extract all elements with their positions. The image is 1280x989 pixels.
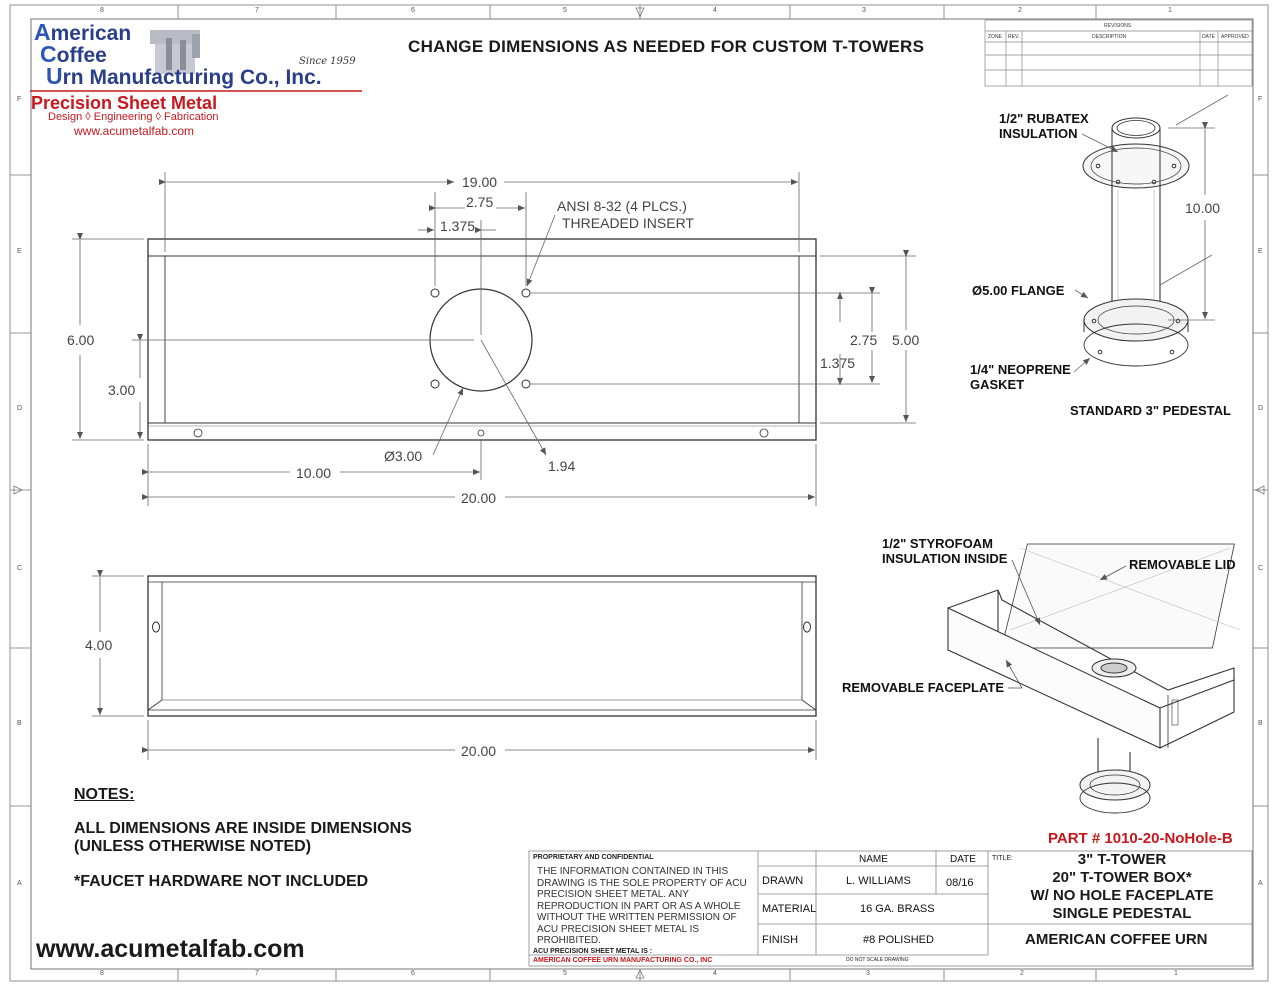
border-letter: A xyxy=(1258,880,1263,887)
border-number: 1 xyxy=(1168,7,1172,14)
dim-height-outer: 6.00 xyxy=(67,332,95,348)
top-view xyxy=(148,239,816,440)
border-number: 4 xyxy=(713,970,717,977)
border-number: 8 xyxy=(100,970,104,977)
dim-front-height: 4.00 xyxy=(85,637,113,653)
label-rubatex-1: 1/2" RUBATEX xyxy=(999,111,1089,126)
notes-line-3: *FAUCET HARDWARE NOT INCLUDED xyxy=(74,873,369,890)
tb-title-line-1: 3" T-TOWER xyxy=(1077,851,1167,868)
revisions-col-rev: REV. xyxy=(1008,34,1020,40)
tb-material-label: MATERIAL xyxy=(762,903,817,915)
caption-standard-pedestal: STANDARD 3" PEDESTAL xyxy=(1070,403,1231,418)
tb-name-header: NAME xyxy=(859,854,888,865)
part-number: PART # 1010-20-NoHole-B xyxy=(1048,830,1233,847)
label-removable-lid: REMOVABLE LID xyxy=(1129,557,1236,572)
tb-footer-1: ACU PRECISION SHEET METAL IS : xyxy=(533,948,653,955)
border-letter: D xyxy=(17,405,23,412)
tb-finish-value: #8 POLISHED xyxy=(863,934,934,946)
front-view-dimensions xyxy=(92,576,816,760)
border-letter: F xyxy=(1258,96,1263,103)
label-styrofoam-1: 1/2" STYROFOAM xyxy=(882,536,993,551)
box-iso-view xyxy=(948,544,1240,813)
logo-tagline: Design ◊ Engineering ◊ Fabrication xyxy=(48,111,219,123)
border-letter: C xyxy=(17,565,23,572)
notes-heading: NOTES: xyxy=(74,786,135,803)
dim-hole-half: 1.375 xyxy=(440,218,476,234)
border-number: 2 xyxy=(1018,7,1022,14)
logo-since: Since 1959 xyxy=(299,56,356,67)
label-flange: Ø5.00 FLANGE xyxy=(972,283,1065,298)
border-letter: F xyxy=(17,96,22,103)
border-number: 3 xyxy=(866,970,870,977)
border-letter: E xyxy=(17,248,22,255)
notes-line-2: (UNLESS OTHERWISE NOTED) xyxy=(74,838,312,855)
logo-url[interactable]: www.acumetalfab.com xyxy=(74,124,195,138)
border-number: 6 xyxy=(411,970,415,977)
tb-finish-label: FINISH xyxy=(762,934,799,946)
dim-pedestal-height: 10.00 xyxy=(1185,200,1221,216)
border-letter: B xyxy=(1258,720,1263,727)
tb-title-line-2: 20" T-TOWER BOX* xyxy=(1052,869,1192,886)
dim-height-half: 3.00 xyxy=(108,382,136,398)
dim-bolt-circle: 1.94 xyxy=(548,458,576,474)
dim-overall-width: 20.00 xyxy=(461,490,497,506)
revisions-title: REVISIONS xyxy=(1104,23,1132,29)
border-number: 2 xyxy=(1020,970,1024,977)
dim-center-diameter: Ø3.00 xyxy=(384,448,423,464)
tb-title-line-3: W/ NO HOLE FACEPLATE xyxy=(1030,887,1214,904)
border-number: 4 xyxy=(713,7,717,14)
tb-title-line-4: SINGLE PEDESTAL xyxy=(1052,905,1192,922)
tb-title-label: TITLE: xyxy=(992,855,1014,862)
logo-precision-sheet-metal: Precision Sheet Metal xyxy=(31,93,218,113)
front-view xyxy=(148,576,816,716)
label-styrofoam-2: INSULATION INSIDE xyxy=(882,551,1008,566)
revisions-table xyxy=(985,20,1252,86)
tb-date-header: DATE xyxy=(950,854,976,865)
border-letter: A xyxy=(17,880,22,887)
border-number: 6 xyxy=(411,7,415,14)
dim-vert-half: 1.375 xyxy=(820,355,856,371)
border-number: 7 xyxy=(255,970,259,977)
revisions-col-description: DESCRIPTION xyxy=(1092,34,1127,40)
revisions-col-zone: ZONE xyxy=(988,34,1002,40)
label-rubatex-2: INSULATION xyxy=(999,126,1078,141)
border-number: 5 xyxy=(563,970,567,977)
border-letter: B xyxy=(17,720,22,727)
dim-hole-spacing: 2.75 xyxy=(466,194,494,210)
border-letter: D xyxy=(1258,405,1264,412)
logo-line-2: Coffee xyxy=(40,41,107,67)
dim-half-width: 10.00 xyxy=(296,465,332,481)
tb-no-scale: DO NOT SCALE DRAWING xyxy=(846,957,909,963)
label-gasket-1: 1/4" NEOPRENE xyxy=(970,362,1071,377)
tb-material-value: 16 GA. BRASS xyxy=(860,903,935,915)
dim-height-inner: 5.00 xyxy=(892,332,920,348)
pedestal-iso-view xyxy=(1083,118,1189,366)
border-number: 7 xyxy=(255,7,259,14)
border-number: 5 xyxy=(563,7,567,14)
border-number: 3 xyxy=(862,7,866,14)
tb-proprietary: PROPRIETARY AND CONFIDENTIAL xyxy=(533,854,654,861)
border-letter: C xyxy=(1258,565,1264,572)
tb-footer-2: AMERICAN COFFEE URN MANUFACTURING CO., INC xyxy=(533,957,713,964)
border-number: 1 xyxy=(1174,970,1178,977)
logo-line-1: American xyxy=(34,19,132,45)
border-letter: E xyxy=(1258,248,1263,255)
dim-width-inner: 19.00 xyxy=(462,174,498,190)
top-view-dimensions xyxy=(72,172,916,506)
tb-drawn-name: L. WILLIAMS xyxy=(846,875,911,887)
dim-front-width: 20.00 xyxy=(461,743,497,759)
note-insert-2: THREADED INSERT xyxy=(562,215,694,231)
website-link[interactable]: www.acumetalfab.com xyxy=(36,935,305,963)
tb-drawn-date: 08/16 xyxy=(946,877,974,889)
tb-drawn-label: DRAWN xyxy=(762,875,804,887)
tb-proprietary-body: THE INFORMATION CONTAINED IN THIS DRAWING IS THE SOLE PROPERTY OF ACU PRECISION SHEET METAL. ANY REPRODUCTION IN PART OR AS A WHOLE WITHOUT THE WRITTEN PERMISSION OF ACU PRECISION SHEET METAL IS PROHIBITED. xyxy=(537,866,747,946)
notes-line-1: ALL DIMENSIONS ARE INSIDE DIMENSIONS xyxy=(74,820,412,837)
revisions-col-approved: APPROVED xyxy=(1221,34,1249,40)
dim-vert-spacing: 2.75 xyxy=(850,332,878,348)
label-removable-faceplate: REMOVABLE FACEPLATE xyxy=(842,680,1005,695)
border-number: 8 xyxy=(100,7,104,14)
tb-company-name: AMERICAN COFFEE URN xyxy=(1025,931,1208,948)
note-insert-1: ANSI 8-32 (4 PLCS.) xyxy=(557,198,687,214)
label-gasket-2: GASKET xyxy=(970,377,1025,392)
page-headline: CHANGE DIMENSIONS AS NEEDED FOR CUSTOM T-TOWERS xyxy=(408,37,925,56)
revisions-col-date: DATE xyxy=(1202,34,1215,40)
logo-line-3: Urn Manufacturing Co., Inc. xyxy=(46,63,322,89)
